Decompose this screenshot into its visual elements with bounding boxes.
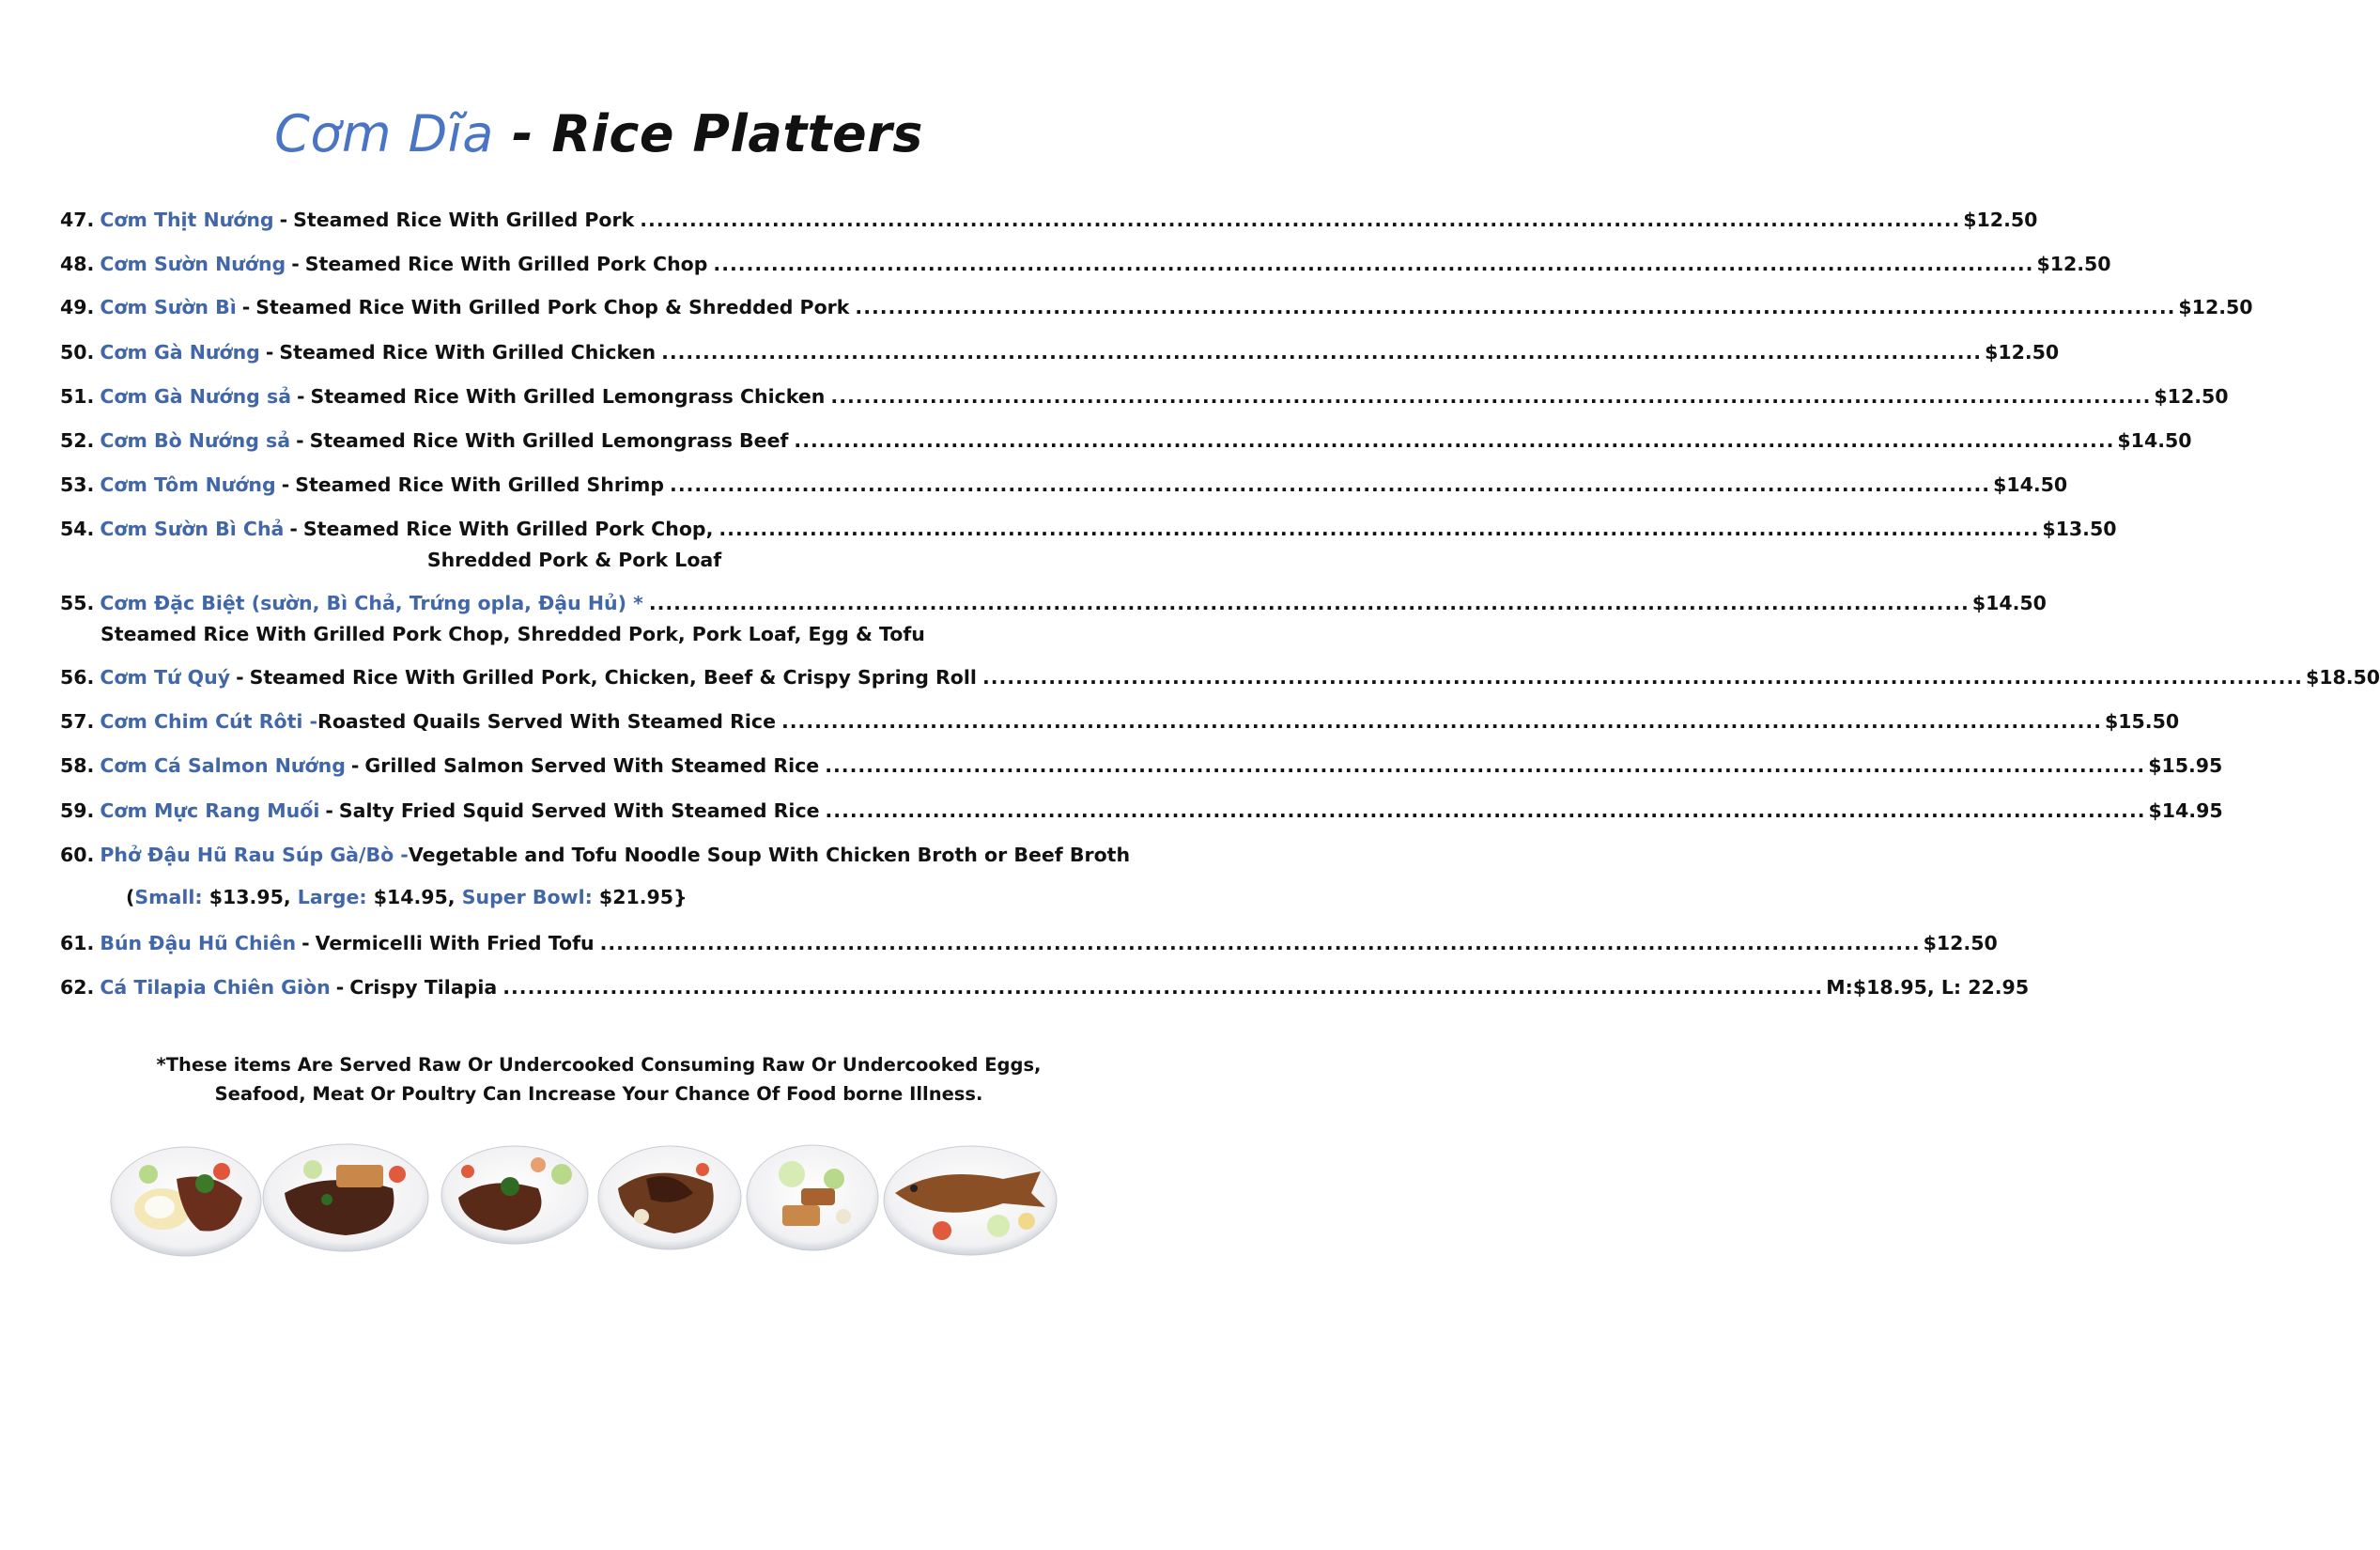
item-separator: - bbox=[265, 341, 274, 364]
item-number: 48. bbox=[60, 253, 95, 275]
dot-leader: ................................................................................................................................................................ bbox=[713, 253, 2034, 275]
item-number: 56. bbox=[60, 666, 95, 689]
item-number: 52. bbox=[60, 429, 95, 452]
notice-line-2: Seafood, Meat Or Poultry Can Increase Your Chance Of Food borne Illness. bbox=[214, 1083, 983, 1105]
item-name-vietnamese: Cơm Tứ Quý bbox=[100, 666, 231, 689]
item-number: 54. bbox=[60, 518, 95, 540]
dot-leader: ................................................................................................................................................................ bbox=[640, 209, 1961, 231]
item-name-english: Steamed Rice With Grilled Chicken bbox=[279, 341, 657, 364]
item-name-english: Steamed Rice With Grilled Pork Chop, bbox=[302, 518, 714, 540]
menu-item bbox=[60, 253, 2111, 287]
plate-photo-1 bbox=[111, 1147, 261, 1256]
item-name-english: Crispy Tilapia bbox=[349, 976, 498, 999]
item-separator: - bbox=[350, 754, 360, 777]
item-price: $15.95 bbox=[2148, 754, 2223, 777]
item-name-english: Steamed Rice With Grilled Shrimp bbox=[295, 473, 665, 496]
plate-photo-4 bbox=[598, 1146, 741, 1249]
item-number: 49. bbox=[60, 296, 95, 318]
menu-item bbox=[60, 799, 2223, 833]
dot-leader: ................................................................................................................................................................ bbox=[825, 754, 2146, 777]
pho-size-prices bbox=[126, 886, 688, 908]
menu-item bbox=[60, 429, 2192, 463]
item-price: $14.50 bbox=[1993, 473, 2068, 496]
item-price: $12.50 bbox=[2154, 385, 2229, 408]
item-name-vietnamese: Cơm Bò Nướng sả bbox=[100, 429, 291, 452]
item-separator: - bbox=[291, 253, 300, 275]
item-name-vietnamese: Cơm Đặc Biệt (sườn, Bì Chả, Trứng opla, Đậu Hủ) * bbox=[100, 592, 643, 614]
plate-photo-2 bbox=[263, 1144, 428, 1251]
item-separator: - bbox=[281, 473, 290, 496]
size-price-super-bowl: $21.95} bbox=[592, 886, 688, 908]
dot-leader: ................................................................................................................................................................ bbox=[599, 932, 1921, 954]
dot-leader: ................................................................................................................................................................ bbox=[502, 976, 1824, 999]
item-separator: - bbox=[241, 296, 251, 318]
item-number: 55. bbox=[60, 592, 95, 614]
item-number: 47. bbox=[60, 209, 95, 231]
item-price: $14.50 bbox=[1971, 592, 2047, 614]
item-price: $14.50 bbox=[2117, 429, 2192, 452]
item-number: 61. bbox=[60, 932, 95, 954]
item-name-english: Steamed Rice With Grilled Lemongrass Beef bbox=[309, 429, 789, 452]
menu-item bbox=[60, 666, 2380, 700]
item-price: M:$18.95, L: 22.95 bbox=[1826, 976, 2030, 999]
item-number: 53. bbox=[60, 473, 95, 496]
item-price: $15.50 bbox=[2105, 710, 2180, 733]
food-photos bbox=[111, 1141, 1106, 1263]
item-name-vietnamese: Phở Đậu Hũ Rau Súp Gà/Bò - bbox=[100, 844, 409, 866]
item-number: 58. bbox=[60, 754, 95, 777]
item-name-vietnamese: Cơm Sườn Nướng bbox=[100, 253, 286, 275]
item-name-vietnamese: Cơm Thịt Nướng bbox=[100, 209, 274, 231]
item-price: $12.50 bbox=[1985, 341, 2060, 364]
size-label-large: Large: bbox=[297, 886, 367, 908]
item-description-continued: Steamed Rice With Grilled Pork Chop, Shredded Pork, Pork Loaf, Egg & Tofu bbox=[100, 623, 925, 645]
dot-leader: ................................................................................................................................................................ bbox=[648, 592, 1970, 614]
dot-leader: ................................................................................................................................................................ bbox=[825, 799, 2146, 822]
item-name-vietnamese: Cơm Tôm Nướng bbox=[100, 473, 276, 496]
plate-photo-5 bbox=[747, 1145, 878, 1250]
page-title bbox=[0, 101, 1198, 167]
dot-leader: ................................................................................................................................................................ bbox=[855, 296, 2176, 318]
item-name-english: Roasted Quails Served With Steamed Rice bbox=[317, 710, 776, 733]
dot-leader: ................................................................................................................................................................ bbox=[794, 429, 2115, 452]
size-price-large: $14.95, bbox=[366, 886, 462, 908]
item-separator: - bbox=[236, 666, 244, 689]
dot-leader: ................................................................................................................................................................ bbox=[981, 666, 2303, 689]
item-name-english: Steamed Rice With Grilled Lemongrass Chicken bbox=[310, 385, 826, 408]
item-separator: - bbox=[335, 976, 345, 999]
item-separator: - bbox=[301, 932, 310, 954]
dot-leader: ................................................................................................................................................................ bbox=[719, 518, 2040, 540]
item-number: 50. bbox=[60, 341, 95, 364]
menu-item bbox=[60, 592, 2047, 626]
item-name-vietnamese: Cơm Sườn Bì bbox=[100, 296, 237, 318]
item-number: 51. bbox=[60, 385, 95, 408]
plate-photo-3 bbox=[441, 1146, 588, 1244]
item-price: $12.50 bbox=[2178, 296, 2253, 318]
menu-item bbox=[60, 296, 2253, 330]
item-separator: - bbox=[289, 518, 298, 540]
dot-leader: ................................................................................................................................................................ bbox=[670, 473, 1991, 496]
item-name-english: Steamed Rice With Grilled Pork Chop bbox=[304, 253, 708, 275]
item-number: 59. bbox=[60, 799, 95, 822]
dot-leader: ................................................................................................................................................................ bbox=[661, 341, 1983, 364]
size-price-small: $13.95, bbox=[202, 886, 298, 908]
item-name-vietnamese: Cơm Sườn Bì Chả bbox=[100, 518, 285, 540]
pho-open-paren: ( bbox=[126, 886, 135, 908]
page-title-english: Rice Platters bbox=[551, 104, 923, 163]
item-name-vietnamese: Cá Tilapia Chiên Giòn bbox=[100, 976, 331, 999]
page-title-vietnamese: Cơm Dĩa bbox=[274, 104, 494, 163]
item-separator: - bbox=[325, 799, 333, 822]
menu-item bbox=[60, 341, 2060, 375]
item-price: $12.50 bbox=[1963, 209, 2038, 231]
menu-item bbox=[60, 518, 2117, 551]
item-price: $12.50 bbox=[1923, 932, 1998, 954]
item-price: $12.50 bbox=[2036, 253, 2111, 275]
item-name-vietnamese: Cơm Gà Nướng bbox=[100, 341, 260, 364]
item-number: 62. bbox=[60, 976, 95, 999]
size-label-super-bowl: Super Bowl: bbox=[461, 886, 593, 908]
item-name-vietnamese: Bún Đậu Hũ Chiên bbox=[100, 932, 297, 954]
item-price: $14.95 bbox=[2148, 799, 2223, 822]
item-name-english: Grilled Salmon Served With Steamed Rice bbox=[364, 754, 820, 777]
menu-item bbox=[60, 976, 2030, 1010]
item-separator: - bbox=[297, 385, 305, 408]
menu-item bbox=[60, 209, 2038, 242]
notice-line-1: *These items Are Served Raw Or Undercooked Consuming Raw Or Undercooked Eggs, bbox=[156, 1054, 1042, 1076]
menu-item bbox=[60, 844, 1131, 877]
item-number: 57. bbox=[60, 710, 95, 733]
food-safety-notice bbox=[0, 1050, 1198, 1108]
menu-item bbox=[60, 932, 1998, 966]
item-name-english: Vegetable and Tofu Noodle Soup With Chicken Broth or Beef Broth bbox=[408, 844, 1131, 866]
item-name-vietnamese: Cơm Cá Salmon Nướng bbox=[100, 754, 346, 777]
item-separator: - bbox=[279, 209, 288, 231]
menu-item bbox=[60, 710, 2180, 744]
menu-item bbox=[60, 385, 2229, 419]
item-name-english: Steamed Rice With Grilled Pork Chop & Shredded Pork bbox=[255, 296, 850, 318]
menu-item bbox=[60, 754, 2223, 788]
item-name-english: Steamed Rice With Grilled Pork, Chicken, Beef & Crispy Spring Roll bbox=[249, 666, 977, 689]
dot-leader: ................................................................................................................................................................ bbox=[780, 710, 2102, 733]
page-title-separator: - bbox=[493, 104, 552, 163]
menu-item bbox=[60, 473, 2068, 507]
plate-photo-6 bbox=[884, 1146, 1057, 1255]
item-price: $18.50 bbox=[2305, 666, 2380, 689]
item-name-english: Vermicelli With Fried Tofu bbox=[315, 932, 595, 954]
size-label-small: Small: bbox=[134, 886, 203, 908]
dot-leader: ................................................................................................................................................................ bbox=[830, 385, 2152, 408]
item-name-vietnamese: Cơm Chim Cút Rôti - bbox=[100, 710, 318, 733]
item-name-vietnamese: Cơm Gà Nướng sả bbox=[100, 385, 292, 408]
food-photo-strip bbox=[111, 1141, 1106, 1263]
item-name-vietnamese: Cơm Mực Rang Muối bbox=[100, 799, 320, 822]
item-separator: - bbox=[296, 429, 304, 452]
item-price: $13.50 bbox=[2042, 518, 2117, 540]
item-number: 60. bbox=[60, 844, 95, 866]
item-description-continued: Shredded Pork & Pork Loaf bbox=[426, 549, 722, 571]
item-name-english: Salty Fried Squid Served With Steamed Rice bbox=[338, 799, 820, 822]
item-name-english: Steamed Rice With Grilled Pork bbox=[293, 209, 635, 231]
